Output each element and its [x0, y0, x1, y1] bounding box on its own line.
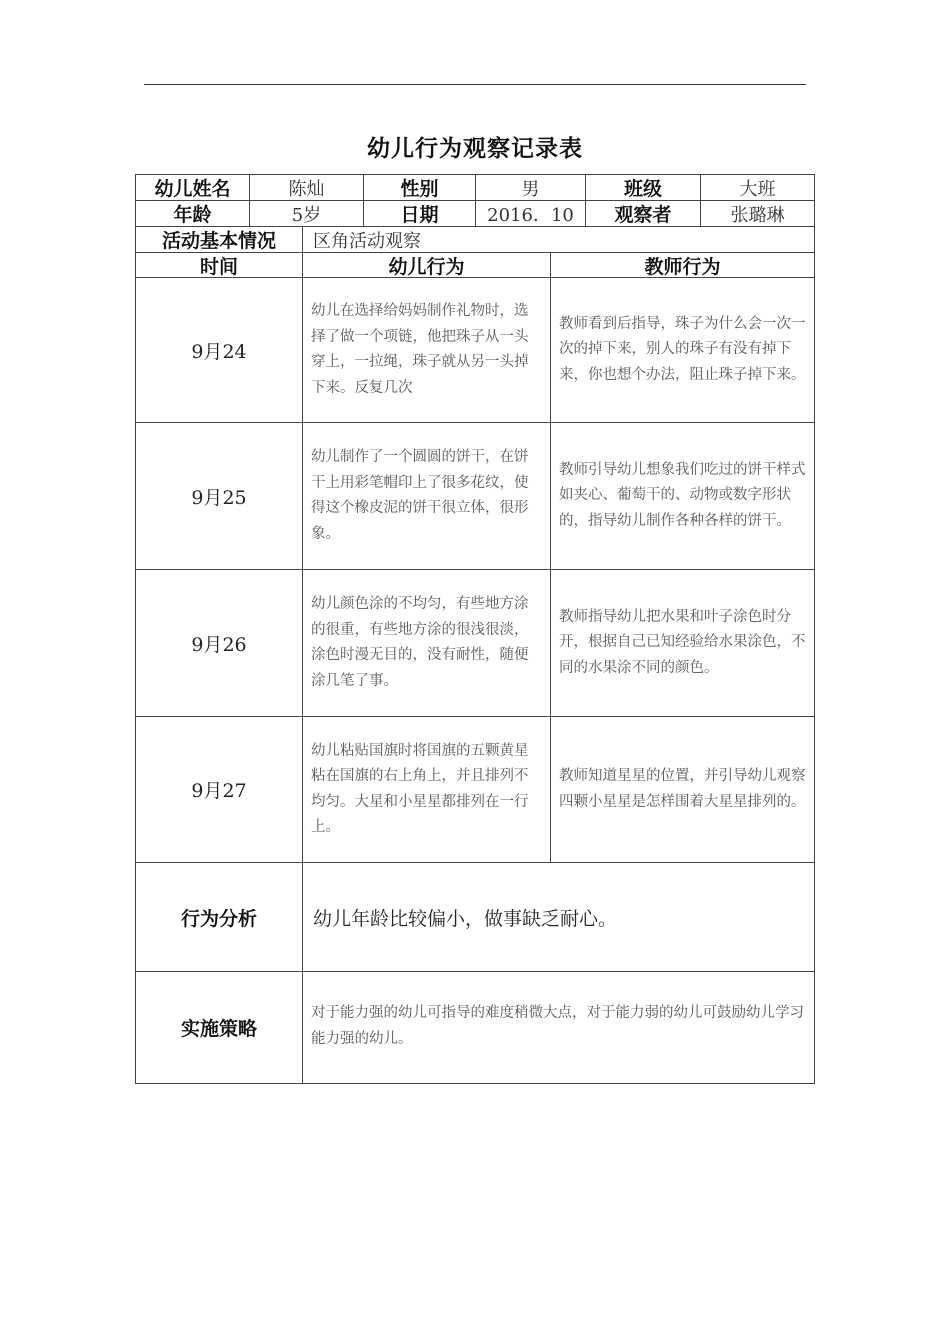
child-behavior-text: 幼儿在选择给妈妈制作礼物时，选择了做一个项链，他把珠子从一头穿上，一拉绳，珠子就从另一头掉下来。反复几次: [311, 303, 529, 396]
strategy-value: 对于能力强的幼儿可指导的难度稍微大点，对于能力弱的幼儿可鼓励幼儿学习能力强的幼儿。: [302, 971, 815, 1084]
teacher-behavior-cell: [550, 716, 815, 863]
child-behavior-text: 幼儿制作了一个圆圆的饼干，在饼干上用彩笔帽印上了很多花纹，使得这个橡皮泥的饼干很立体，很形象。: [311, 449, 529, 542]
observer-value: 张璐琳: [700, 200, 815, 227]
teacher-behavior-cell: [550, 422, 815, 570]
teacher-behavior-text: 教师指导幼儿把水果和叶子涂色时分开，根据自己已知经验给水果涂色，不同的水果涂不同的颜色。: [559, 608, 806, 676]
age-label: 年龄: [135, 200, 250, 227]
child-behavior-cell: [302, 422, 551, 570]
child-behavior-cell: [302, 716, 551, 863]
page-title: 幼儿行为观察记录表: [367, 136, 583, 162]
activity-value: 区角活动观察: [302, 226, 815, 253]
child-behavior-cell: [302, 569, 551, 717]
child-behavior-cell: [302, 277, 551, 423]
row-date: 9月25: [135, 422, 303, 570]
date-value: 2016．10: [475, 200, 586, 227]
strategy-label: 实施策略: [135, 971, 303, 1084]
teacher-behavior-cell: [550, 277, 815, 423]
analysis-value: 幼儿年龄比较偏小，做事缺乏耐心。: [302, 862, 815, 972]
gender-label: 性别: [363, 174, 476, 201]
activity-label: 活动基本情况: [135, 226, 303, 253]
name-label: 幼儿姓名: [135, 174, 250, 201]
column-header-teacher-behavior: 教师行为: [550, 252, 815, 278]
analysis-label: 行为分析: [135, 862, 303, 972]
child-behavior-text: 幼儿粘贴国旗时将国旗的五颗黄星粘在国旗的右上角上，并且排列不均匀。大星和小星星都排列在一行上。: [311, 742, 529, 835]
column-header-time: 时间: [135, 252, 303, 278]
teacher-behavior-text: 教师知道星星的位置，并引导幼儿观察四颗小星星是怎样围着大星星排列的。: [559, 768, 806, 810]
row-date: 9月27: [135, 716, 303, 863]
class-value: 大班: [700, 174, 815, 201]
column-header-child-behavior: 幼儿行为: [302, 252, 551, 278]
observer-label: 观察者: [585, 200, 701, 227]
child-behavior-text: 幼儿颜色涂的不均匀，有些地方涂的很重，有些地方涂的很浅很淡，涂色时漫无目的，没有耐性，随便涂几笔了事。: [311, 596, 529, 689]
name-value: 陈灿: [249, 174, 364, 201]
class-label: 班级: [585, 174, 701, 201]
teacher-behavior-text: 教师看到后指导，珠子为什么会一次一次的掉下来，别人的珠子有没有掉下来，你也想个办法，阻止珠子掉下来。: [559, 315, 806, 383]
teacher-behavior-text: 教师引导幼儿想象我们吃过的饼干样式如夹心、葡萄干的、动物或数字形状的，指导幼儿制作各种各样的饼干。: [559, 461, 806, 529]
gender-value: 男: [475, 174, 586, 201]
date-label: 日期: [363, 200, 476, 227]
row-date: 9月24: [135, 277, 303, 423]
row-date: 9月26: [135, 569, 303, 717]
age-value: 5岁: [249, 200, 364, 227]
teacher-behavior-cell: [550, 569, 815, 717]
header-rule: [144, 84, 806, 85]
